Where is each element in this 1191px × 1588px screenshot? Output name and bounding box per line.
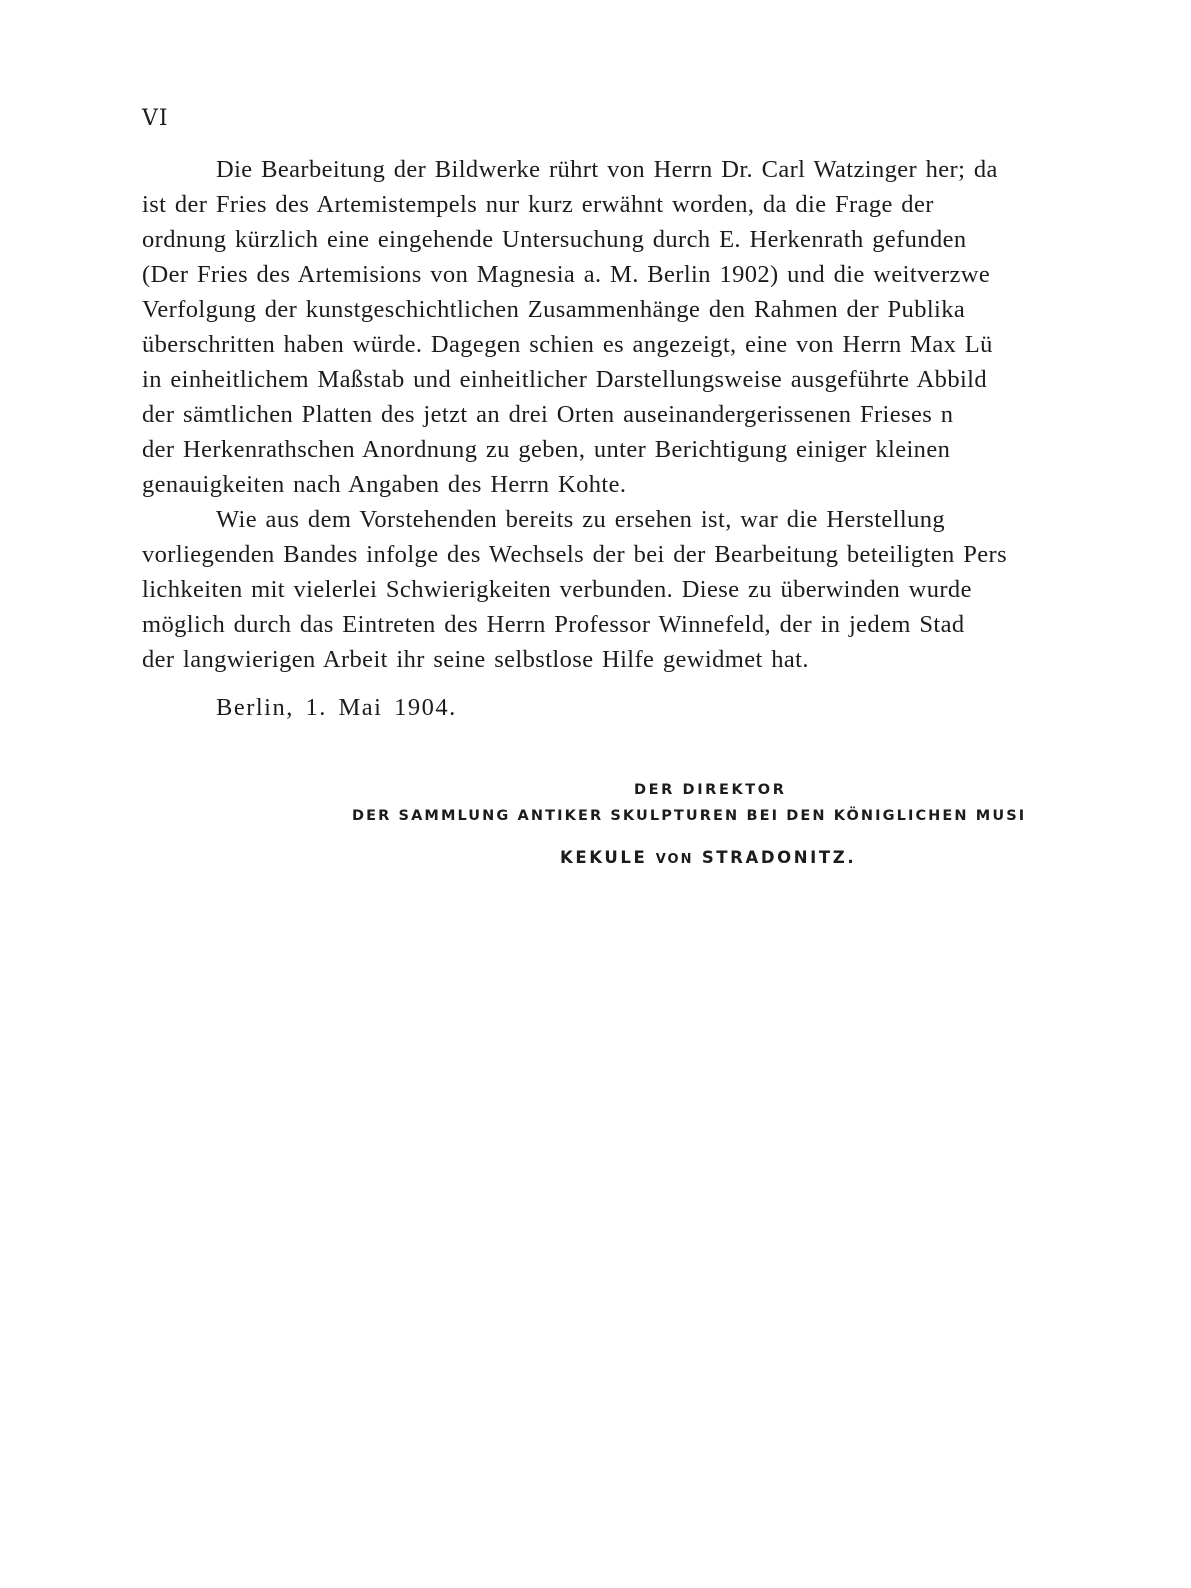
paragraph-line: genauigkeiten nach Angaben des Herrn Kohte. — [142, 471, 627, 498]
signature-name — [560, 850, 856, 867]
paragraph-line: möglich durch das Eintreten des Herrn Professor Winnefeld, der in jedem Stad — [142, 611, 965, 638]
signature-title: DER DIREKTOR — [634, 782, 787, 798]
signature-name-first: KEKULE — [560, 848, 648, 867]
paragraph-line: (Der Fries des Artemisions von Magnesia a. M. Berlin 1902) und die weitverzwe — [142, 261, 991, 288]
paragraph-line: der Herkenrathschen Anordnung zu geben, unter Berichtigung einiger kleinen — [142, 436, 951, 463]
paragraph-line: lichkeiten mit vielerlei Schwierigkeiten verbunden. Diese zu überwinden wurde — [142, 576, 972, 603]
paragraph-line: der langwierigen Arbeit ihr seine selbstlose Hilfe gewidmet hat. — [142, 646, 809, 673]
paragraph-line: Die Bearbeitung der Bildwerke rührt von Herrn Dr. Carl Watzinger her; da — [216, 156, 998, 183]
paragraph-line: ordnung kürzlich eine eingehende Untersuchung durch E. Herkenrath gefunden — [142, 226, 967, 253]
paragraph-line: Verfolgung der kunstgeschichtlichen Zusammenhänge den Rahmen der Publika — [142, 296, 966, 323]
paragraph-line: Wie aus dem Vorstehenden bereits zu ersehen ist, war die Herstellung — [216, 506, 946, 533]
paragraph-line: in einheitlichem Maßstab und einheitlicher Darstellungsweise ausgeführte Abbild — [142, 366, 988, 393]
paragraph-line: der sämtlichen Platten des jetzt an drei Orten auseinandergerissenen Frieses n — [142, 401, 954, 428]
paragraph-line: überschritten haben würde. Dagegen schien es angezeigt, eine von Herrn Max Lü — [142, 331, 993, 358]
paragraph-line: ist der Fries des Artemistempels nur kurz erwähnt worden, da die Frage der — [142, 191, 934, 218]
page-number: VI — [142, 106, 169, 131]
signature-name-particle: VON — [655, 852, 694, 867]
signature-name-last: STRADONITZ. — [701, 848, 857, 867]
dateline: Berlin, 1. Mai 1904. — [216, 694, 457, 721]
paragraph-line: vorliegenden Bandes infolge des Wechsels der bei der Bearbeitung beteiligten Pers — [142, 541, 1008, 568]
signature-institution: DER SAMMLUNG ANTIKER SKULPTUREN BEI DEN KÖNIGLICHEN MUSI — [352, 808, 1027, 824]
